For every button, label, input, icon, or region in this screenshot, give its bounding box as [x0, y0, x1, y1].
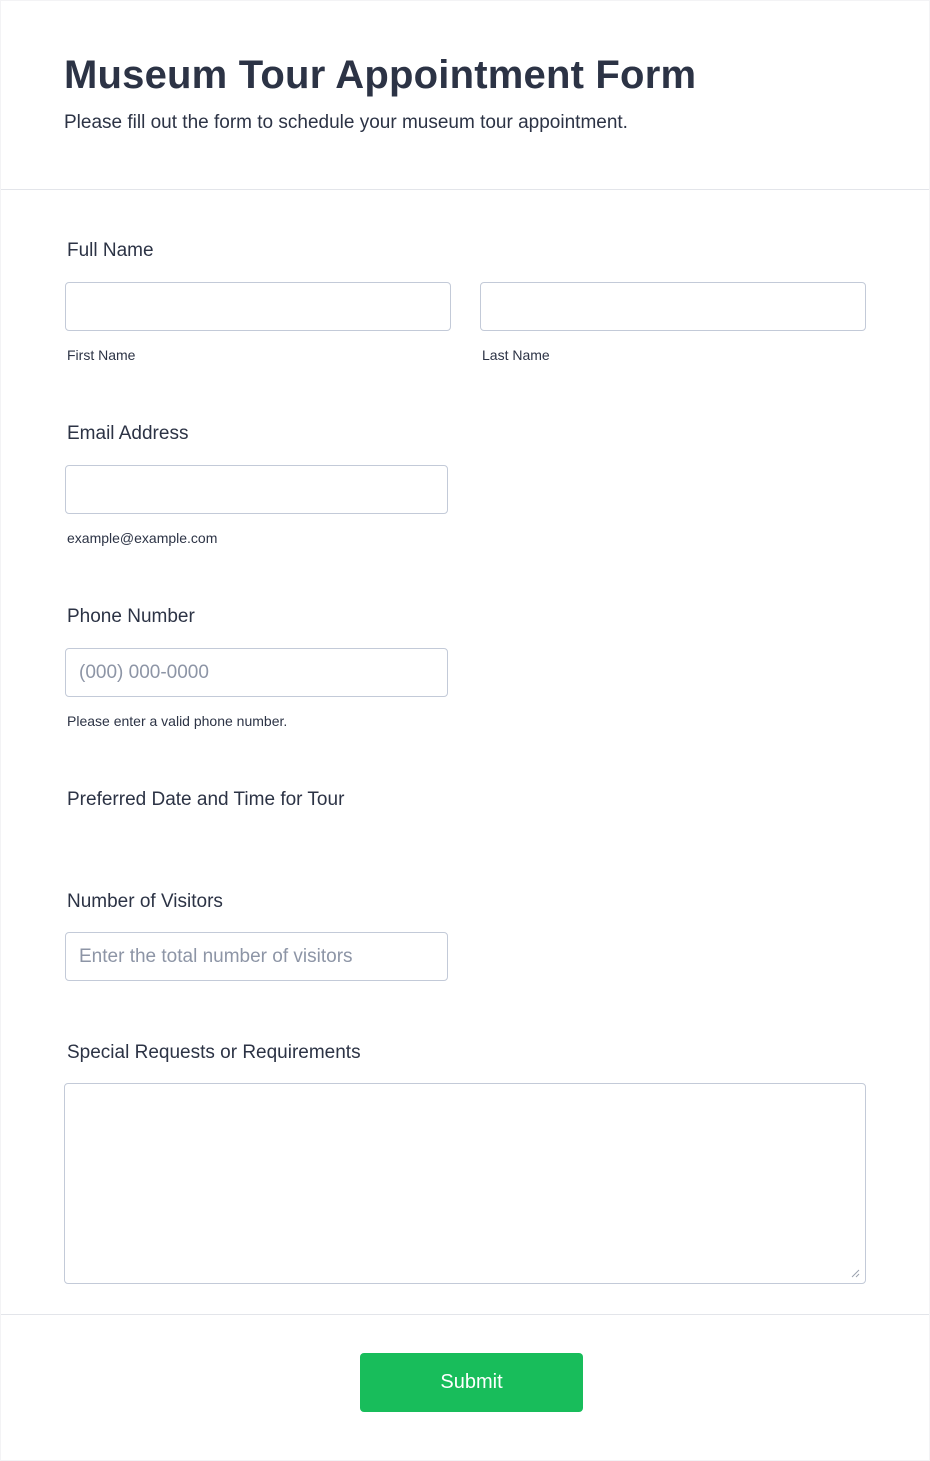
- first-name-sublabel: First Name: [67, 347, 136, 363]
- last-name-sublabel: Last Name: [482, 347, 550, 363]
- form-subtitle: Please fill out the form to schedule your museum tour appointment.: [64, 112, 628, 133]
- last-name-input[interactable]: [480, 282, 866, 331]
- visitors-label: Number of Visitors: [67, 891, 223, 912]
- resize-grip-icon[interactable]: [850, 1268, 860, 1278]
- form-footer: [1, 1314, 929, 1461]
- full-name-label: Full Name: [67, 240, 154, 261]
- form-title: Museum Tour Appointment Form: [64, 53, 697, 97]
- first-name-input[interactable]: [65, 282, 451, 331]
- phone-input[interactable]: [65, 648, 448, 697]
- email-sublabel: example@example.com: [67, 530, 218, 546]
- submit-button[interactable]: Submit: [360, 1353, 583, 1412]
- email-input[interactable]: [65, 465, 448, 514]
- date-time-label: Preferred Date and Time for Tour: [67, 789, 345, 810]
- phone-label: Phone Number: [67, 606, 195, 627]
- special-requests-label: Special Requests or Requirements: [67, 1042, 361, 1063]
- form-header: [1, 1, 929, 190]
- phone-sublabel: Please enter a valid phone number.: [67, 713, 288, 729]
- visitors-input[interactable]: [65, 932, 448, 981]
- special-requests-textarea[interactable]: [64, 1083, 866, 1284]
- email-label: Email Address: [67, 423, 189, 444]
